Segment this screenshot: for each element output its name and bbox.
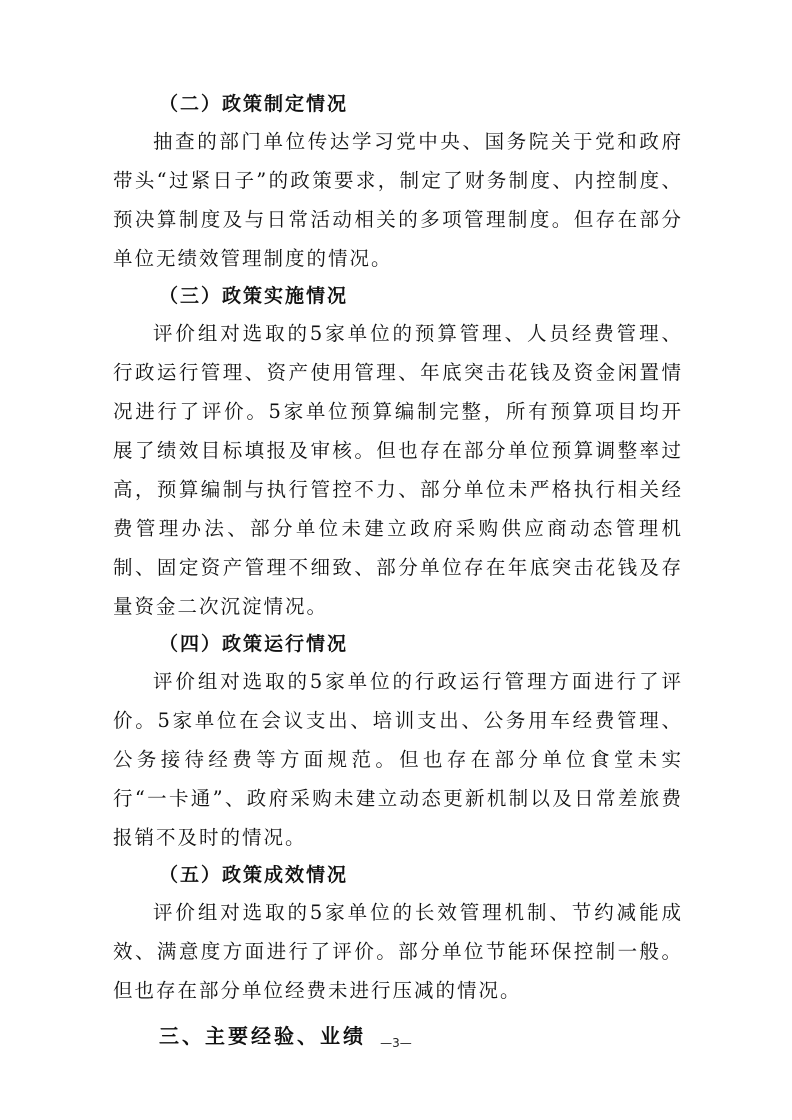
section-heading-policy-operation: （四）政策运行情况 (159, 633, 349, 655)
section-heading-policy-implementation: （三）政策实施情况 (159, 285, 349, 307)
paragraph-policy-formulation: 抽查的部门单位传达学习党中央、国务院关于党和政府带头“过紧日子”的政策要求，制定了财务制度、内控制度、预决算制度及与日常活动相关的多项管理制度。但存在部分单位无绩效管理制度的情况。 (113, 130, 683, 270)
major-heading-experience: 三、主要经验、业绩 (159, 1024, 366, 1048)
document-body (113, 86, 683, 1056)
paragraph-policy-implementation: 评价组对选取的5家单位的预算管理、人员经费管理、行政运行管理、资产使用管理、年底突击花钱及资金闲置情况进行了评价。5家单位预算编制完整，所有预算项目均开展了绩效目标填报及审核。但也存在部分单位预算调整率过高，预算编制与执行管控不力、部分单位未严格执行相关经费管理办法、部分单位未建立政府采购供应商动态管理机制、固定资产管理不细致、部分单位存在年底突击花钱及存量资金二次沉淀情况。 (113, 322, 683, 618)
paragraph-policy-operation: 评价组对选取的5家单位的行政运行管理方面进行了评价。5家单位在会议支出、培训支出、公务用车经费管理、公务接待经费等方面规范。但也存在部分单位食堂未实行“一卡通”、政府采购未建立动态更新机制以及日常差旅费报销不及时的情况。 (113, 670, 683, 849)
page-number: —3— (380, 1036, 412, 1050)
section-heading-policy-effectiveness: （五）政策成效情况 (159, 864, 349, 886)
section-heading-policy-formulation: （二）政策制定情况 (159, 93, 349, 115)
paragraph-policy-effectiveness: 评价组对选取的5家单位的长效管理机制、节约减能成效、满意度方面进行了评价。部分单位节能环保控制一般。但也存在部分单位经费未进行压减的情况。 (113, 901, 683, 1002)
